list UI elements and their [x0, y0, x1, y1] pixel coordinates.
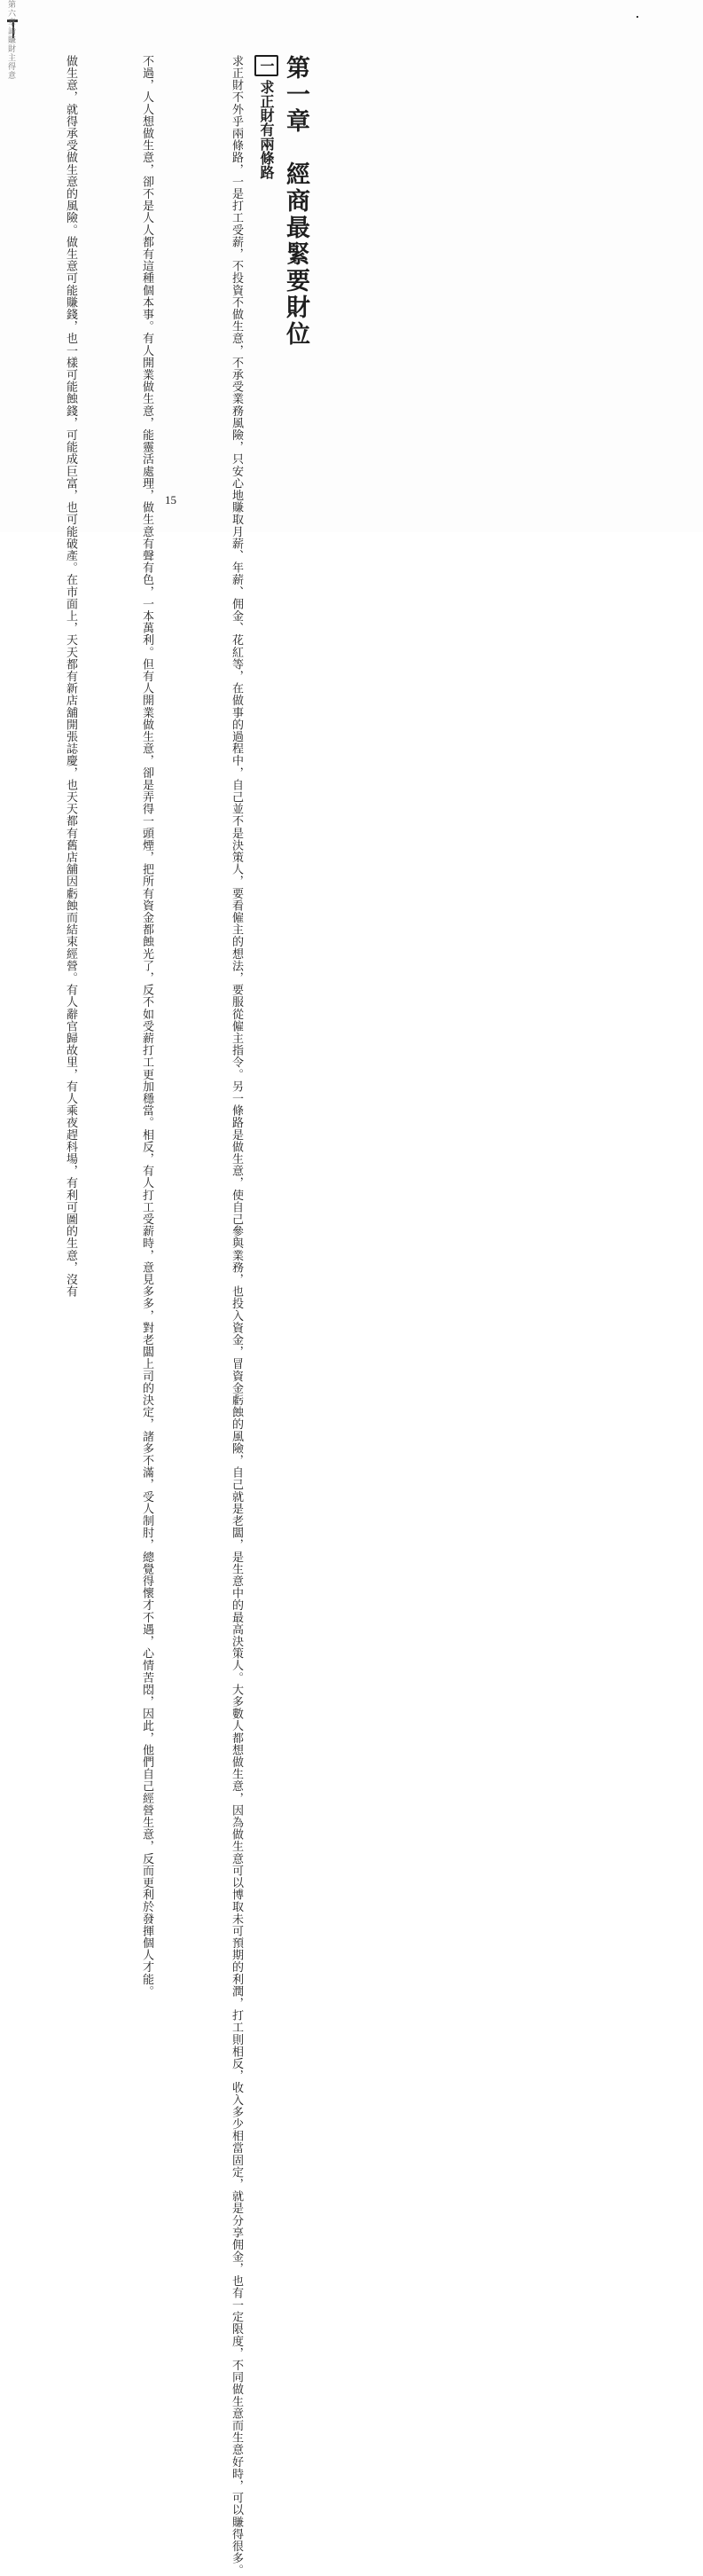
paragraph-1: 求正財不外乎兩條路，一是打工受薪，不投資不做生意，不承受業務風險，只安心地賺取月薪、年薪、佣金、花紅等，在做事的過程中，自己並不是決策人，要看僱主的想法，要服從僱主指令。另一條路是做生意，使自己參與業務，也投入資金，冒資金虧蝕的風險，自己就是老闆，是生意中的最高決策人。大多數人都想做生意，因為做生意可以博取未可預期的利潤，打工則相反，收入多少相當固定，就是分享佣金，也有一定限度，不同做生意而生意好時，可以賺得很多。 — [230, 55, 243, 2576]
page-number: 15 — [165, 493, 176, 507]
chapter-title: 第一章 經商最緊要財位 — [282, 55, 309, 348]
section-number: 一 — [254, 55, 278, 76]
running-header: 第六章論賺財主得意 — [6, 0, 15, 80]
section-title: 求正財有兩條路 — [258, 80, 275, 179]
section-heading — [254, 55, 278, 197]
paragraph-3: 做生意，就得承受做生意的風險。做生意可能賺錢，也一樣可能蝕錢，可能成巨富，也可能破產。在市面上，天天都有新店舖開張誌慶，也天天都有舊店舖因虧蝕而結束經營。有人辭官歸故里，有人乘夜趕科場，有利可圖的生意，沒有 — [64, 55, 77, 1298]
scan-dot — [637, 16, 638, 18]
paragraph-2: 不過，人人想做生意，卻不是人人都有這種個本事。有人開業做生意，能靈活處理，做生意有聲有色，一本萬利。但有人開業做生意，卻是弄得一頭煙，把所有資金都蝕光了，反不如受薪打工更加穩當。相反，有人打工受薪時，意見多多，對老闆上司的決定，諸多不滿，受人制肘，總覺得懷才不遇，心情苦悶，因此，他們自己經營生意，反而更利於發揮個人才能。 — [140, 55, 153, 1998]
